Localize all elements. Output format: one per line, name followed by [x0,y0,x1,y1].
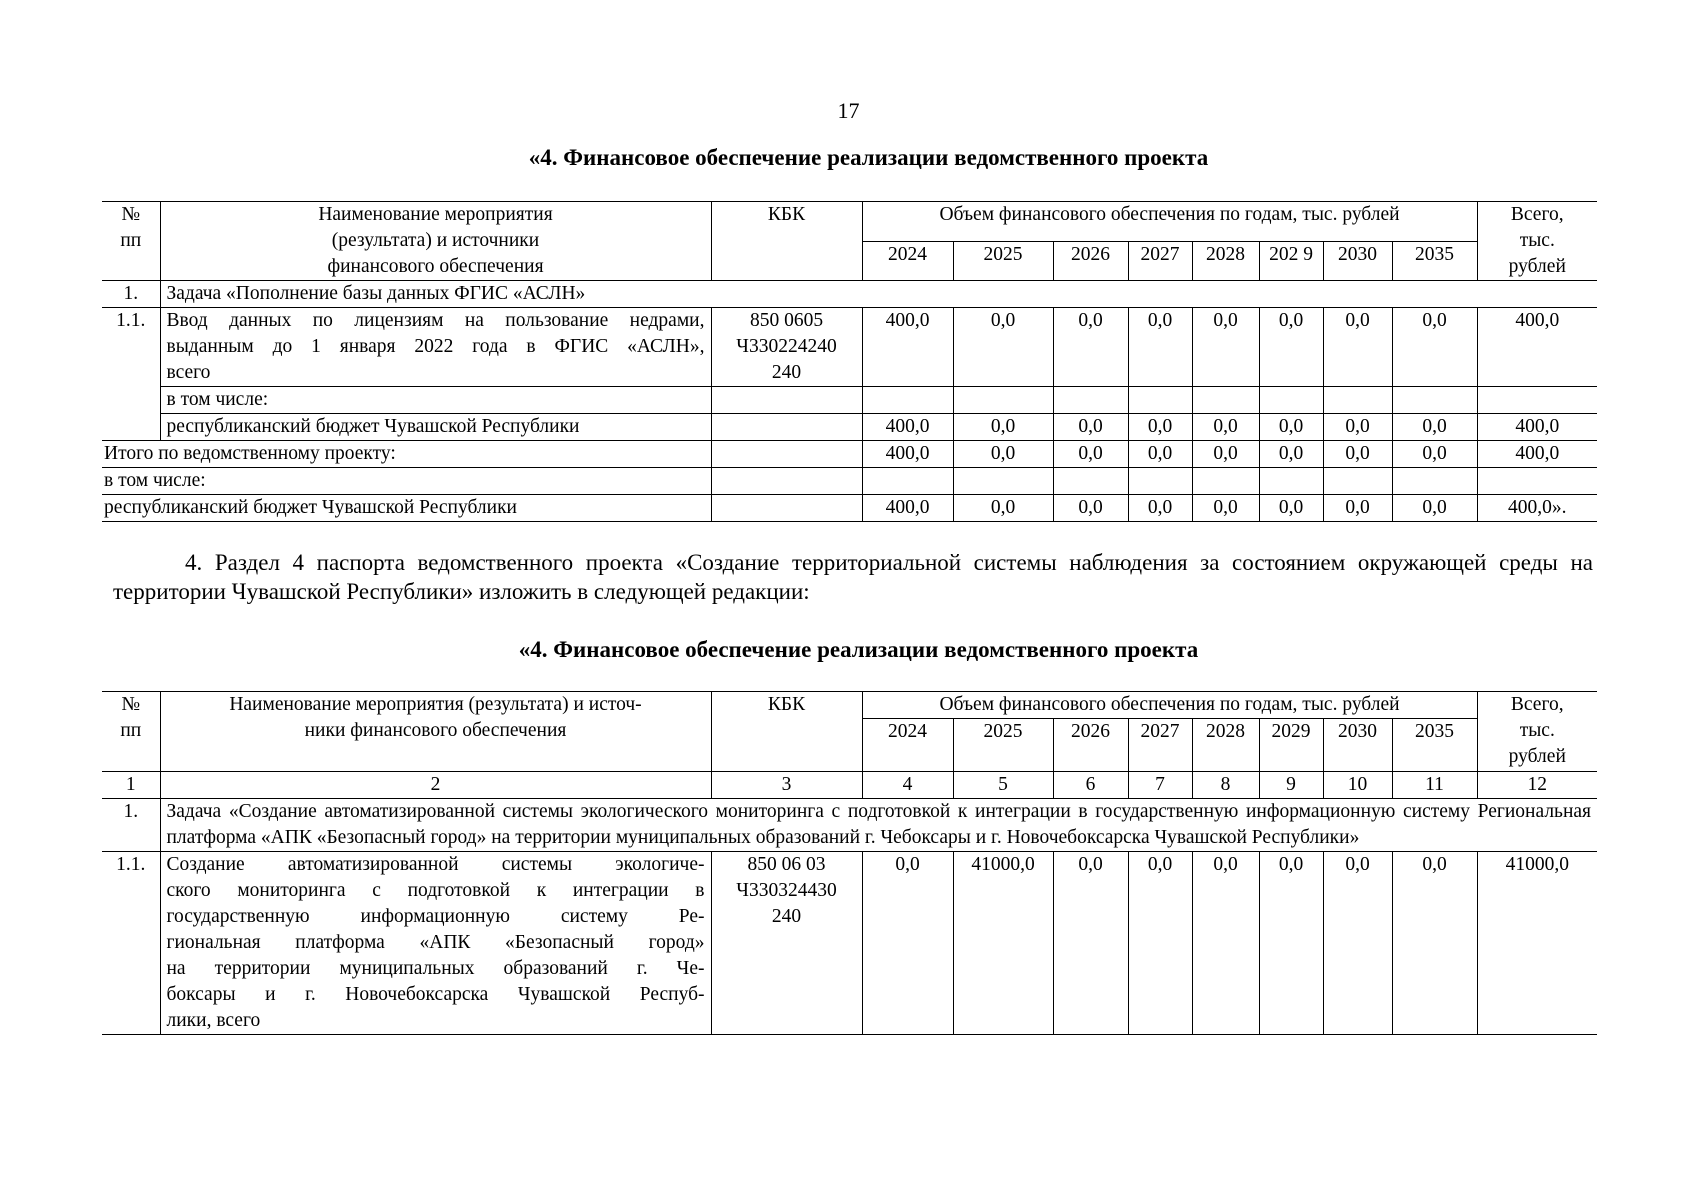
header-total: Всего, тыс. рублей [1477,692,1597,772]
item-text: Создание автоматизированной системы экологиче- ского мониторинга с подготовкой к интеграции в государственную информационную систему Ре- гиональная платформа «АПК «Безопасный город» на территории муниципальных образований г. Че- боксары и г. Новочебоксарска Чувашской Респуб- лики, всего [160,852,711,1035]
value-cell: 0,0 [1192,852,1259,1035]
year-cell: 2024 [862,241,953,281]
value-cell: 0,0 [1128,495,1192,522]
value-cell: 0,0 [1053,308,1128,387]
total-budget-label: республиканский бюджет Чувашской Республики [102,495,711,522]
column-number: 1 [102,772,160,799]
year-cell: 2024 [862,719,953,772]
year-cell: 2028 [1192,241,1259,281]
year-cell: 2035 [1392,719,1477,772]
column-number: 11 [1392,772,1477,799]
value-cell: 0,0 [862,852,953,1035]
task-num: 1. [102,799,160,852]
value-cell: 0,0 [1323,308,1392,387]
year-cell: 202 9 [1259,241,1323,281]
value-cell: 400,0 [862,495,953,522]
table-header-row [102,202,1597,242]
value-cell: 0,0 [1053,414,1128,441]
year-cell: 2030 [1323,241,1392,281]
value-cell: 0,0 [1053,441,1128,468]
including-row [102,387,1597,414]
total-budget-row [102,495,1597,522]
value-cell: 0,0 [1392,852,1477,1035]
year-cell: 2026 [1053,241,1128,281]
item-row [102,308,1597,387]
year-cell: 2029 [1259,719,1323,772]
value-cell: 0,0 [1392,308,1477,387]
value-cell: 0,0 [1323,495,1392,522]
table-header-row [102,692,1597,719]
value-cell: 0,0 [1259,308,1323,387]
section-heading: «4. Финансовое обеспечение реализации ведомственного проекта [528,145,1209,170]
value-cell: 0,0 [1259,495,1323,522]
year-cell: 2025 [953,719,1053,772]
total-cell: 400,0 [1477,308,1597,387]
item-num: 1.1. [102,852,160,1035]
header-kbk: КБК [711,202,862,281]
task-text: Задача «Пополнение базы данных ФГИС «АСЛН» [160,281,1597,308]
total-including-row [102,468,1597,495]
value-cell: 400,0 [862,441,953,468]
column-number: 4 [862,772,953,799]
header-volume: Объем финансового обеспечения по годам, тыс. рублей [862,202,1477,242]
column-number: 2 [160,772,711,799]
value-cell: 0,0 [1392,414,1477,441]
value-cell: 400,0 [862,414,953,441]
column-number: 6 [1053,772,1128,799]
including-label: в том числе: [160,387,711,414]
item-kbk: 850 0605 Ч330224240 240 [711,308,862,387]
value-cell: 0,0 [953,441,1053,468]
total-including-label: в том числе: [102,468,711,495]
value-cell: 0,0 [1053,852,1128,1035]
header-num: № пп [102,202,160,281]
value-cell: 0,0 [1192,414,1259,441]
value-cell: 0,0 [1323,414,1392,441]
year-cell: 2030 [1323,719,1392,772]
header-name: Наименование мероприятия (результата) и источники финансового обеспечения [160,202,711,281]
year-cell: 2027 [1128,719,1192,772]
column-number: 12 [1477,772,1597,799]
value-cell: 0,0 [1192,495,1259,522]
total-cell: 400,0 [1477,414,1597,441]
value-cell: 41000,0 [953,852,1053,1035]
total-cell: 400,0 [1477,441,1597,468]
value-cell: 0,0 [1392,441,1477,468]
value-cell: 0,0 [1323,441,1392,468]
value-cell: 0,0 [1128,441,1192,468]
item-num: 1.1. [102,308,160,441]
header-total: Всего, тыс. рублей [1477,202,1597,281]
item-text: Ввод данных по лицензиям на пользование недрами, выданным до 1 января 2022 года в ФГИС «АСЛН», всего [160,308,711,387]
value-cell: 0,0 [953,414,1053,441]
header-volume: Объем финансового обеспечения по годам, тыс. рублей [862,692,1477,719]
amendment-paragraph: 4. Раздел 4 паспорта ведомственного проекта «Создание территориальной системы наблюдения за состоянием окружающей среды на территории Чувашской Республики» изложить в следующей редакции: [113,550,1593,604]
column-number: 7 [1128,772,1192,799]
page-number: 17 [837,98,860,123]
value-cell: 0,0 [1392,495,1477,522]
project-total-label: Итого по ведомственному проекту: [102,441,711,468]
project-total-row [102,441,1597,468]
value-cell: 0,0 [1259,852,1323,1035]
task-text: Задача «Создание автоматизированной системы экологического мониторинга с подготовкой к интеграции в государственную информационную систему Региональная платформа «АПК «Безопасный город» на территории муниципальных образований г. Чебоксары и г. Новочебоксарска Чувашской Республики» [160,799,1597,852]
section-heading-2: «4. Финансовое обеспечение реализации ведомственного проекта [518,637,1199,662]
total-cell: 400,0». [1477,495,1597,522]
value-cell: 0,0 [953,308,1053,387]
value-cell: 0,0 [1259,414,1323,441]
year-cell: 2026 [1053,719,1128,772]
column-number: 9 [1259,772,1323,799]
budget-label: республиканский бюджет Чувашской Республики [160,414,711,441]
value-cell: 0,0 [1128,852,1192,1035]
header-name: Наименование мероприятия (результата) и источ- ники финансового обеспечения [160,692,711,772]
task-row [102,281,1597,308]
value-cell: 0,0 [953,495,1053,522]
value-cell: 0,0 [1053,495,1128,522]
financing-table-2 [102,691,1597,1035]
year-cell: 2027 [1128,241,1192,281]
budget-row [102,414,1597,441]
value-cell: 400,0 [862,308,953,387]
column-number: 8 [1192,772,1259,799]
column-number: 10 [1323,772,1392,799]
value-cell: 0,0 [1128,308,1192,387]
item-kbk: 850 06 03 Ч330324430 240 [711,852,862,1035]
value-cell: 0,0 [1192,441,1259,468]
header-kbk: КБК [711,692,862,772]
task-num: 1. [102,281,160,308]
column-numbers-row [102,772,1597,799]
value-cell: 0,0 [1259,441,1323,468]
value-cell: 0,0 [1323,852,1392,1035]
value-cell: 0,0 [1192,308,1259,387]
year-cell: 2028 [1192,719,1259,772]
column-number: 3 [711,772,862,799]
year-cell: 2025 [953,241,1053,281]
header-num: № пп [102,692,160,772]
total-cell: 41000,0 [1477,852,1597,1035]
value-cell: 0,0 [1128,414,1192,441]
year-cell: 2035 [1392,241,1477,281]
item-row [102,852,1597,1035]
financing-table-1 [102,201,1597,522]
task-row [102,799,1597,852]
column-number: 5 [953,772,1053,799]
